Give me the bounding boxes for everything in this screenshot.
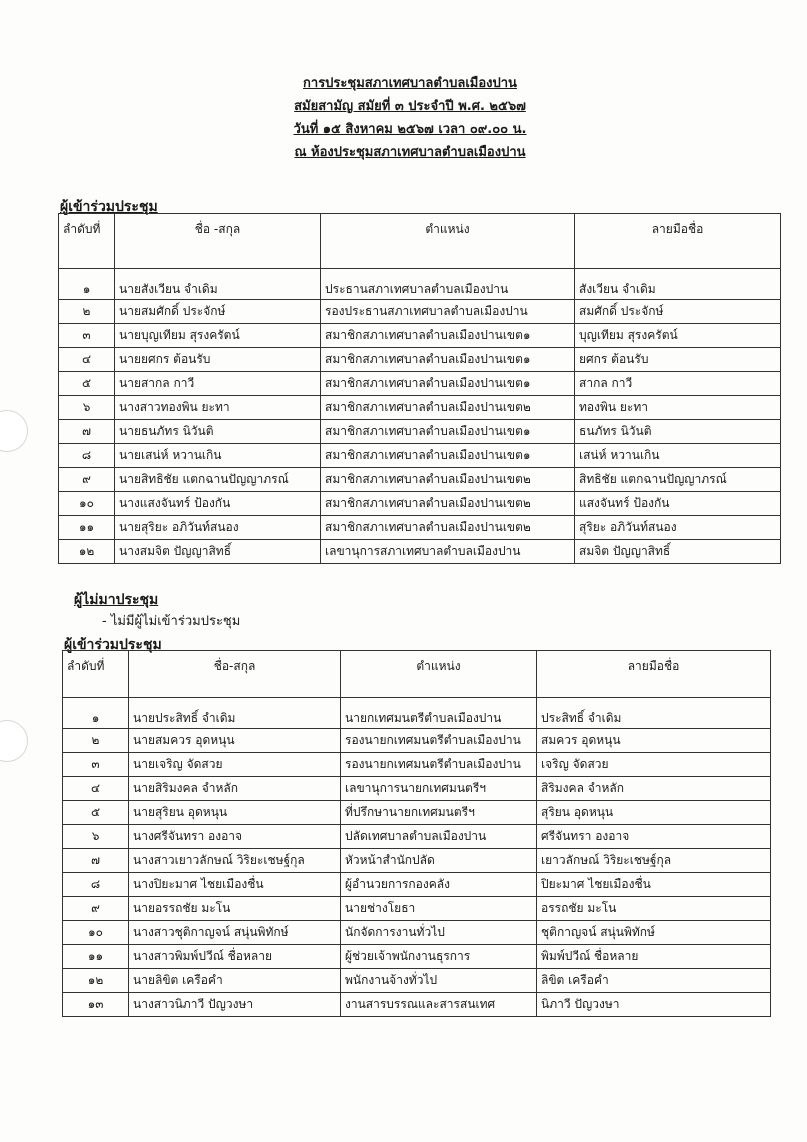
position-cell: สมาชิกสภาเทศบาลตำบลเมืองปานเขต๑ xyxy=(321,372,575,396)
name-cell: นายสิทธิชัย แตกฉานปัญญาภรณ์ xyxy=(115,468,321,492)
signature-cell: ชุติกาญจน์ สนุ่นพิทักษ์ xyxy=(537,921,771,945)
name-cell: นายสังเวียน จำเดิม xyxy=(115,269,321,300)
table-row xyxy=(63,801,771,825)
table-row xyxy=(59,348,781,372)
order-cell: ๙ xyxy=(59,468,115,492)
position-cell: นักจัดการงานทั่วไป xyxy=(341,921,537,945)
table-row xyxy=(59,269,781,300)
signature-cell: แสงจันทร์ ป้องกัน xyxy=(575,492,781,516)
name-cell: นางสาวพิมพ์ปวีณ์ ชื่อหลาย xyxy=(129,945,341,969)
table-row xyxy=(63,753,771,777)
table-row xyxy=(63,729,771,753)
order-cell: ๑๑ xyxy=(63,945,129,969)
order-cell: ๑๓ xyxy=(63,993,129,1017)
signature-cell: สุริยน อุดหนุน xyxy=(537,801,771,825)
position-cell: สมาชิกสภาเทศบาลตำบลเมืองปานเขต๒ xyxy=(321,516,575,540)
position-cell: ปลัดเทศบาลตำบลเมืองปาน xyxy=(341,825,537,849)
order-cell: ๗ xyxy=(59,420,115,444)
punch-hole-top xyxy=(0,410,28,452)
name-cell: นางปิยะมาศ ไชยเมืองชื่น xyxy=(129,873,341,897)
name-cell: นายอรรถชัย มะโน xyxy=(129,897,341,921)
order-cell: ๑ xyxy=(63,698,129,729)
table-row xyxy=(63,897,771,921)
order-cell: ๔ xyxy=(59,348,115,372)
table-row xyxy=(59,324,781,348)
order-cell: ๘ xyxy=(59,444,115,468)
name-cell: นางสาวนิภาวี ปัญวงษา xyxy=(129,993,341,1017)
position-cell: นายช่างโยธา xyxy=(341,897,537,921)
order-cell: ๘ xyxy=(63,873,129,897)
name-cell: นายสมควร อุดหนุน xyxy=(129,729,341,753)
col-name: ชื่อ-สกุล xyxy=(129,651,341,698)
signature-cell: ประสิทธิ์ จำเดิม xyxy=(537,698,771,729)
participants-table xyxy=(62,650,771,1017)
signature-cell: เจริญ จัดสวย xyxy=(537,753,771,777)
position-cell: ที่ปรึกษานายกเทศมนตรีฯ xyxy=(341,801,537,825)
position-cell: เลขานุการนายกเทศมนตรีฯ xyxy=(341,777,537,801)
order-cell: ๗ xyxy=(63,849,129,873)
position-cell: ผู้อำนวยการกองคลัง xyxy=(341,873,537,897)
table-row xyxy=(63,921,771,945)
document-header xyxy=(250,72,570,164)
table-row xyxy=(63,945,771,969)
name-cell: นายสุริยน อุดหนุน xyxy=(129,801,341,825)
table-row xyxy=(63,698,771,729)
signature-cell: ธนภัทร นิวันติ xyxy=(575,420,781,444)
order-cell: ๔ xyxy=(63,777,129,801)
participants-header-row xyxy=(63,651,771,698)
position-cell: งานสารบรรณและสารสนเทศ xyxy=(341,993,537,1017)
position-cell: สมาชิกสภาเทศบาลตำบลเมืองปานเขต๑ xyxy=(321,420,575,444)
name-cell: นางสาวชุติกาญจน์ สนุ่นพิทักษ์ xyxy=(129,921,341,945)
participants-title: ผู้เข้าร่วมประชุม xyxy=(64,637,162,653)
position-cell: นายกเทศมนตรีตำบลเมืองปาน xyxy=(341,698,537,729)
position-cell: รองประธานสภาเทศบาลตำบลเมืองปาน xyxy=(321,300,575,324)
name-cell: นายสากล กาวี xyxy=(115,372,321,396)
name-cell: นางสาวทองพิน ยะทา xyxy=(115,396,321,420)
attendees-title: ผู้เข้าร่วมประชุม xyxy=(60,199,158,215)
order-cell: ๒ xyxy=(59,300,115,324)
position-cell: รองนายกเทศมนตรีตำบลเมืองปาน xyxy=(341,729,537,753)
name-cell: นายยศกร ต้อนรับ xyxy=(115,348,321,372)
col-order: ลำดับที่ xyxy=(59,214,115,269)
table-row xyxy=(63,849,771,873)
signature-cell: สิริมงคล จำหลัก xyxy=(537,777,771,801)
signature-cell: ลิขิต เครือคำ xyxy=(537,969,771,993)
name-cell: นางศรีจันทรา องอาจ xyxy=(129,825,341,849)
position-cell: ประธานสภาเทศบาลตำบลเมืองปาน xyxy=(321,269,575,300)
name-cell: นายสุริยะ อภิวันท์สนอง xyxy=(115,516,321,540)
name-cell: นายเสน่ห์ หวานเกิน xyxy=(115,444,321,468)
name-cell: นายธนภัทร นิวันติ xyxy=(115,420,321,444)
position-cell: สมาชิกสภาเทศบาลตำบลเมืองปานเขต๑ xyxy=(321,324,575,348)
table-row xyxy=(59,300,781,324)
signature-cell: สากล กาวี xyxy=(575,372,781,396)
signature-cell: สิทธิชัย แตกฉานปัญญาภรณ์ xyxy=(575,468,781,492)
name-cell: นางสมจิต ปัญญาสิทธิ์ xyxy=(115,540,321,564)
signature-cell: สมศักดิ์ ประจักษ์ xyxy=(575,300,781,324)
venue-line: ณ ห้องประชุมสภาเทศบาลตำบลเมืองปาน xyxy=(294,145,526,160)
signature-cell: พิมพ์ปวีณ์ ชื่อหลาย xyxy=(537,945,771,969)
col-position: ตำแหน่ง xyxy=(341,651,537,698)
punch-hole-bottom xyxy=(0,720,28,762)
position-cell: รองนายกเทศมนตรีตำบลเมืองปาน xyxy=(341,753,537,777)
order-cell: ๖ xyxy=(63,825,129,849)
absent-title: ผู้ไม่มาประชุม xyxy=(74,592,159,608)
signature-cell: สุริยะ อภิวันท์สนอง xyxy=(575,516,781,540)
order-cell: ๑๑ xyxy=(59,516,115,540)
signature-cell: สังเวียน จำเดิม xyxy=(575,269,781,300)
signature-cell: ปิยะมาศ ไชยเมืองชื่น xyxy=(537,873,771,897)
signature-cell: ทองพิน ยะทา xyxy=(575,396,781,420)
attendees-header-row xyxy=(59,214,781,269)
name-cell: นางแสงจันทร์ ป้องกัน xyxy=(115,492,321,516)
attendees-table xyxy=(58,213,781,564)
signature-cell: ศรีจันทรา องอาจ xyxy=(537,825,771,849)
table-row xyxy=(63,969,771,993)
table-row xyxy=(59,372,781,396)
table-row xyxy=(63,873,771,897)
session-line: สมัยสามัญ สมัยที่ ๓ ประจำปี พ.ศ. ๒๕๖๗ xyxy=(294,99,526,114)
name-cell: นายบุญเทียม สุรงครัตน์ xyxy=(115,324,321,348)
order-cell: ๓ xyxy=(59,324,115,348)
name-cell: นายเจริญ จัดสวย xyxy=(129,753,341,777)
table-row xyxy=(63,825,771,849)
table-row xyxy=(63,993,771,1017)
name-cell: นายสมศักดิ์ ประจักษ์ xyxy=(115,300,321,324)
table-row xyxy=(63,777,771,801)
position-cell: เลขานุการสภาเทศบาลตำบลเมืองปาน xyxy=(321,540,575,564)
name-cell: นายสิริมงคล จำหลัก xyxy=(129,777,341,801)
meeting-title: การประชุมสภาเทศบาลตำบลเมืองปาน xyxy=(303,76,517,91)
position-cell: สมาชิกสภาเทศบาลตำบลเมืองปานเขต๑ xyxy=(321,444,575,468)
table-row xyxy=(59,444,781,468)
table-row xyxy=(59,396,781,420)
order-cell: ๑๐ xyxy=(63,921,129,945)
col-order: ลำดับที่ xyxy=(63,651,129,698)
order-cell: ๕ xyxy=(59,372,115,396)
signature-cell: เสน่ห์ หวานเกิน xyxy=(575,444,781,468)
order-cell: ๖ xyxy=(59,396,115,420)
position-cell: สมาชิกสภาเทศบาลตำบลเมืองปานเขต๒ xyxy=(321,492,575,516)
signature-cell: บุญเทียม สุรงครัตน์ xyxy=(575,324,781,348)
signature-cell: สมจิต ปัญญาสิทธิ์ xyxy=(575,540,781,564)
table-row xyxy=(59,516,781,540)
position-cell: สมาชิกสภาเทศบาลตำบลเมืองปานเขต๒ xyxy=(321,396,575,420)
signature-cell: เยาวลักษณ์ วิริยะเชษฐ์กุล xyxy=(537,849,771,873)
order-cell: ๕ xyxy=(63,801,129,825)
order-cell: ๒ xyxy=(63,729,129,753)
absent-note: - ไม่มีผู้ไม่เข้าร่วมประชุม xyxy=(102,614,241,629)
position-cell: ผู้ช่วยเจ้าพนักงานธุรการ xyxy=(341,945,537,969)
signature-cell: สมควร อุดหนุน xyxy=(537,729,771,753)
table-row xyxy=(59,540,781,564)
col-signature: ลายมือชื่อ xyxy=(537,651,771,698)
name-cell: นายประสิทธิ์ จำเดิม xyxy=(129,698,341,729)
position-cell: หัวหน้าสำนักปลัด xyxy=(341,849,537,873)
table-row xyxy=(59,492,781,516)
order-cell: ๑๐ xyxy=(59,492,115,516)
col-name: ชื่อ -สกุล xyxy=(115,214,321,269)
col-signature: ลายมือชื่อ xyxy=(575,214,781,269)
order-cell: ๑๒ xyxy=(63,969,129,993)
name-cell: นายลิขิต เครือคำ xyxy=(129,969,341,993)
signature-cell: อรรถชัย มะโน xyxy=(537,897,771,921)
col-position: ตำแหน่ง xyxy=(321,214,575,269)
order-cell: ๑๒ xyxy=(59,540,115,564)
position-cell: สมาชิกสภาเทศบาลตำบลเมืองปานเขต๒ xyxy=(321,468,575,492)
position-cell: พนักงานจ้างทั่วไป xyxy=(341,969,537,993)
order-cell: ๑ xyxy=(59,269,115,300)
order-cell: ๓ xyxy=(63,753,129,777)
table-row xyxy=(59,420,781,444)
signature-cell: นิภาวี ปัญวงษา xyxy=(537,993,771,1017)
name-cell: นางสาวเยาวลักษณ์ วิริยะเชษฐ์กุล xyxy=(129,849,341,873)
signature-cell: ยศกร ต้อนรับ xyxy=(575,348,781,372)
position-cell: สมาชิกสภาเทศบาลตำบลเมืองปานเขต๑ xyxy=(321,348,575,372)
date-time-line: วันที่ ๑๕ สิงหาคม ๒๕๖๗ เวลา ๐๙.๐๐ น. xyxy=(293,122,527,137)
order-cell: ๙ xyxy=(63,897,129,921)
table-row xyxy=(59,468,781,492)
